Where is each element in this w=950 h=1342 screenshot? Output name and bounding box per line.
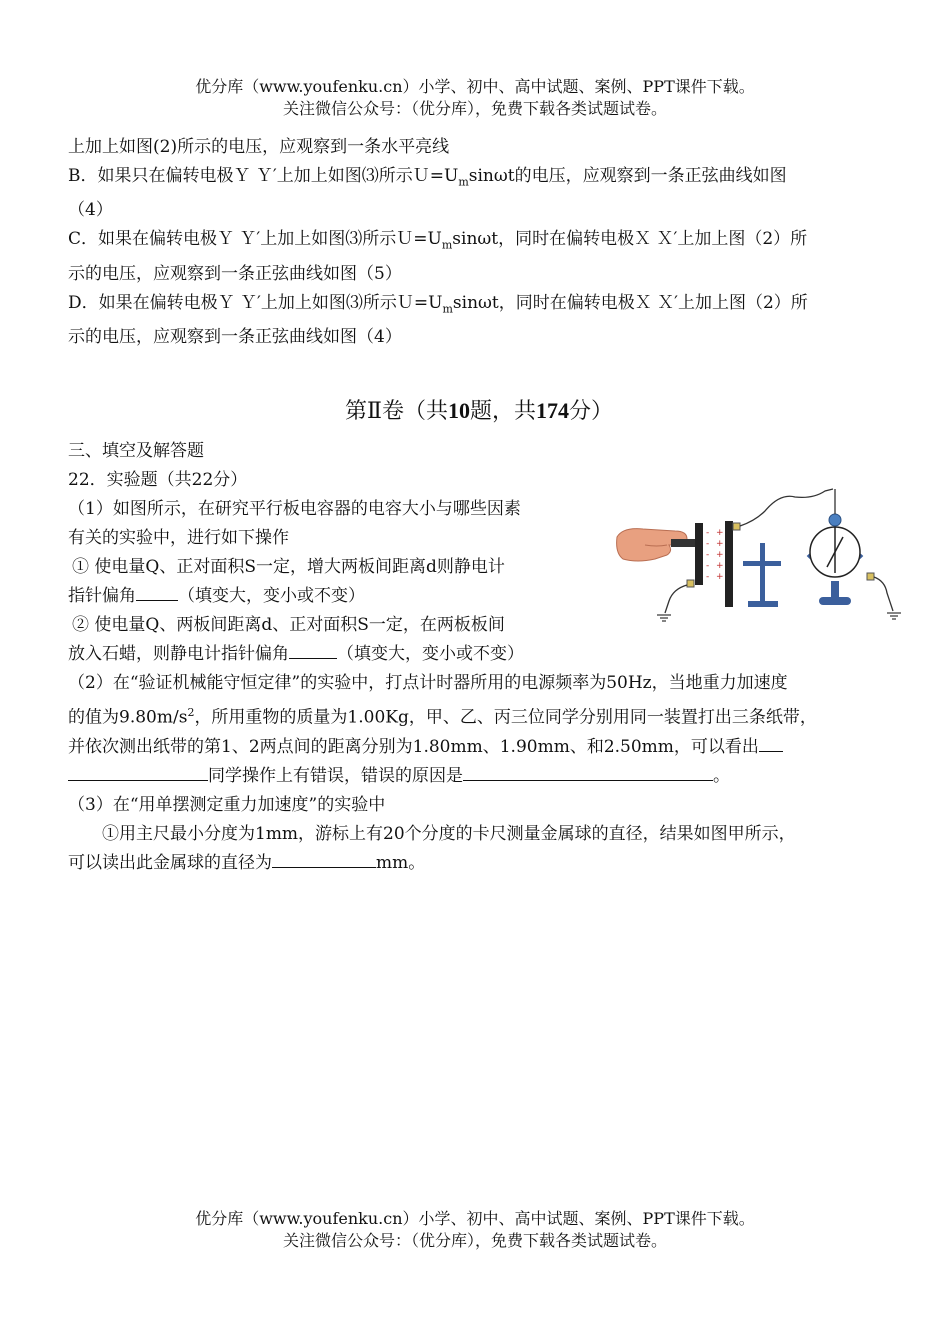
electrometer — [810, 514, 874, 605]
option-d-cont: 示的电压，应观察到一条正弦曲线如图（4） — [68, 327, 402, 348]
electrometer-post — [831, 581, 839, 597]
plus-sign: + — [716, 550, 724, 560]
minus-signs — [706, 528, 709, 582]
section-title-post: 分） — [568, 399, 613, 425]
footer-line-2: 关注微信公众号：（优分库），免费下载各类试题试卷。 — [282, 1231, 667, 1250]
ground-icon — [657, 615, 671, 621]
option-c-post: sinωt，同时在偏转电极Ｘ Ｘ′上加上图（2）所 — [452, 229, 808, 250]
q22-1-item2-a: ② 使电量Q、两板间距离d、正对面积S一定，在两板板间 — [72, 615, 505, 636]
q22-1-item2-b — [68, 640, 890, 669]
q22-2-line4-end: 。 — [713, 765, 730, 786]
section-title-mid: 题，共 — [469, 399, 536, 425]
left-plate — [695, 523, 703, 585]
q22-1-item2-b-pre: 放入石蜡，则静电计指针偏角 — [68, 644, 289, 665]
option-b-post: sinωt的电压，应观察到一条正弦曲线如图 — [468, 166, 787, 186]
q22-1-line2: 有关的实验中，进行如下操作 — [68, 528, 289, 549]
plus-signs — [716, 528, 724, 582]
option-b-cont: （4） — [68, 200, 113, 221]
ground-wire-right — [874, 577, 893, 611]
section-title-num1: 10 — [447, 398, 470, 424]
electrometer-base — [819, 597, 851, 605]
option-c — [68, 225, 890, 259]
q22-1-item1-a: ① 使电量Q、正对面积S一定，增大两板间距离d则静电计 — [72, 557, 505, 578]
header-line-2: 关注微信公众号：（优分库），免费下载各类试题试卷。 — [282, 99, 667, 118]
plus-sign: + — [716, 528, 724, 538]
q22-2-line2-post: ，所用重物的质量为1.00Kg，甲、乙、丙三位同学分别用同一装置打出三条纸带， — [194, 707, 817, 728]
option-d-sub: m — [442, 302, 453, 316]
plus-sign: + — [716, 539, 724, 549]
answer-blank-4[interactable] — [463, 762, 713, 781]
plus-sign: + — [716, 561, 724, 571]
option-b-sub: m — [458, 175, 469, 189]
minus-sign: - — [706, 528, 710, 538]
right-terminal — [733, 523, 740, 530]
q22-2-line4 — [68, 762, 890, 791]
option-d-pre: D．如果在偏转电极Ｙ Ｙ′上加上如图⑶所示Ｕ=U — [68, 292, 443, 313]
option-b — [68, 162, 890, 196]
q22-1-line1: （1）如图所示，在研究平行板电容器的电容大小与哪些因素 — [68, 499, 521, 520]
option-c-sub: m — [441, 238, 453, 252]
q22-2-line4-mid: 同学操作上有错误，错误的原因是 — [208, 765, 463, 786]
plus-sign: + — [716, 572, 724, 582]
q22-2-line2-sup: 2 — [187, 706, 195, 720]
connecting-wire — [740, 489, 833, 526]
ground-wire-left — [665, 585, 687, 613]
q22-3-line2: ①用主尺最小分度为1mm，游标上有20个分度的卡尺测量金属球的直径，结果如图甲所示， — [102, 823, 796, 844]
section-title-num2: 174 — [535, 398, 569, 424]
option-c-pre: C．如果在偏转电极Ｙ Ｙ′上加上如图⑶所示Ｕ=U — [68, 229, 442, 250]
q22-2-line2-pre: 的值为9.80m/s — [68, 707, 188, 728]
capacitor-experiment-svg — [615, 485, 910, 635]
electrometer-terminal — [867, 573, 874, 580]
part3-heading: 三、填空及解答题 — [68, 441, 204, 462]
q22-3-line3-post: mm。 — [376, 852, 426, 873]
minus-sign: - — [706, 539, 710, 549]
minus-sign: - — [706, 550, 710, 560]
question-a-tail: 上加上如图(2)所示的电压，应观察到一条水平亮线 — [68, 137, 450, 157]
q22-1-item1-b-pre: 指针偏角 — [68, 586, 136, 607]
insulating-stand — [743, 543, 781, 607]
q22-1-item2-b-post: （填变大，变小或不变） — [337, 644, 524, 665]
q22-3-line3 — [68, 849, 890, 878]
header-line-1: 优分库（www.youfenku.cn）小学、初中、高中试题、案例、PPT课件下载。 — [195, 77, 755, 96]
option-c-cont: 示的电压，应观察到一条正弦曲线如图（5） — [68, 263, 402, 284]
q22-3-line1: （3）在“用单摆测定重力加速度”的实验中 — [68, 794, 386, 815]
option-d-post: sinωt，同时在偏转电极Ｘ Ｘ′上加上图（2）所 — [452, 292, 808, 313]
ground-icon — [887, 613, 901, 619]
q22-2-line3 — [68, 733, 890, 762]
right-plate — [725, 521, 733, 607]
option-b-pre: B．如果只在偏转电极Ｙ Ｙ′上加上如图⑶所示Ｕ=U — [68, 166, 459, 186]
q22-2-line1: （2）在“验证机械能守恒定律”的实验中，打点计时器所用的电源频率为50Hz，当地重力加速度 — [68, 673, 788, 694]
q22-heading: 22．实验题（共22分） — [68, 470, 248, 491]
section-title — [68, 394, 890, 429]
q22-1-item1-b-post: （填变大，变小或不变） — [178, 586, 365, 607]
answer-blank-1[interactable] — [136, 582, 178, 601]
q22-3-line3-pre: 可以读出此金属球的直径为 — [68, 852, 272, 873]
page-footer — [0, 1208, 950, 1252]
section-title-pre: 第Ⅱ卷（共 — [345, 399, 448, 425]
q22-2-line2 — [68, 698, 890, 733]
answer-blank-2[interactable] — [289, 640, 337, 659]
capacitor-experiment-figure — [615, 485, 910, 635]
q22-2-line3-text: 并依次测出纸带的第1、2两点间的距离分别为1.80mm、1.90mm、和2.50mm，可以看出 — [68, 736, 759, 757]
minus-sign: - — [706, 561, 710, 571]
left-terminal — [687, 580, 694, 587]
answer-blank-5[interactable] — [272, 849, 376, 868]
page-header — [0, 76, 950, 120]
answer-blank-3a[interactable] — [759, 733, 783, 752]
answer-blank-3b[interactable] — [68, 762, 208, 781]
insulating-handle — [671, 539, 699, 547]
electrometer-ball — [829, 514, 841, 526]
option-d — [68, 289, 890, 323]
footer-line-1: 优分库（www.youfenku.cn）小学、初中、高中试题、案例、PPT课件下载。 — [195, 1209, 755, 1228]
minus-sign: - — [706, 572, 710, 582]
